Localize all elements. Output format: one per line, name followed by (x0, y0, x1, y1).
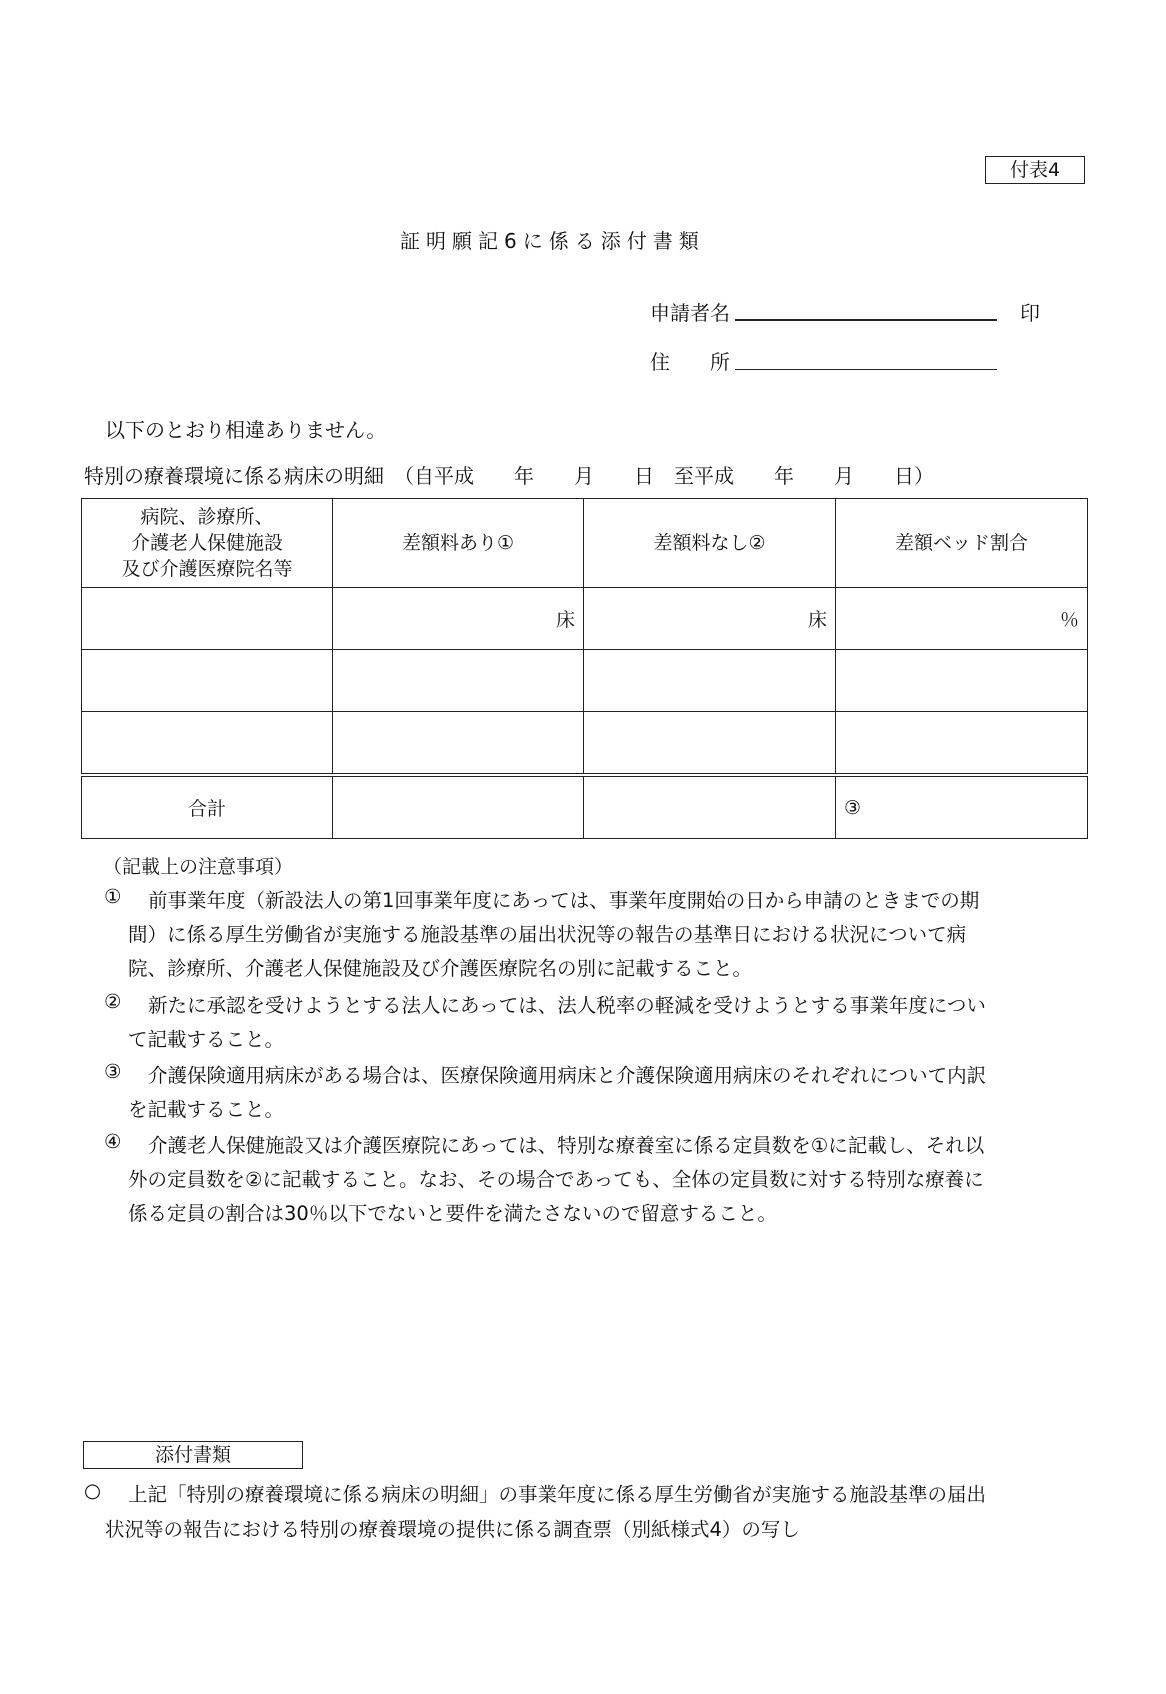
cell-facility-1[interactable] (82, 588, 333, 650)
table-total-row (82, 775, 1088, 839)
applicant-name-label: 申請者名 (650, 301, 730, 325)
address-label: 住 所 (650, 350, 730, 374)
note-1-number: ① (104, 885, 122, 908)
note-1-line-3: 院、診療所、介護老人保健施設及び介護医療院名の別に記載すること。 (128, 957, 753, 980)
cell-ratio-2[interactable] (836, 650, 1088, 712)
note-1-line-1: 前事業年度（新設法人の第1回事業年度にあっては、事業年度開始の日から申請のときまでの期 (148, 889, 980, 912)
cell-with-fee-1[interactable] (333, 588, 584, 650)
header-facility-line2: 介護老人保健施設 (130, 532, 283, 554)
table-row (82, 712, 1088, 776)
cell-ratio-3[interactable] (836, 712, 1088, 776)
note-2-line-1: 新たに承認を受けようとする法人にあっては、法人税率の軽減を受けようとする事業年度につい (148, 994, 986, 1017)
header-facility-line3: 及び介護医療院名等 (121, 558, 293, 580)
header-facility-name (82, 499, 333, 588)
notes-heading: （記載上の注意事項） (103, 856, 294, 878)
unit-bed-label: 床 (807, 609, 827, 631)
note-3-number: ③ (104, 1060, 122, 1083)
seal-label: 印 (1020, 301, 1040, 325)
table-title: 特別の療養環境に係る病床の明細 （自平成 年 月 日 至平成 年 月 日） (84, 464, 934, 488)
table-row (82, 650, 1088, 712)
cell-without-fee-2[interactable] (584, 650, 836, 712)
total-label: 合計 (82, 775, 333, 839)
note-3-line-1: 介護保険適用病床がある場合は、医療保険適用病床と介護保険適用病床のそれぞれについて内訳 (148, 1064, 987, 1087)
attachment-line-2: 状況等の報告における特別の療養環境の提供に係る調査票（別紙様式4）の写し (105, 1518, 800, 1541)
note-1-line-2: 間）に係る厚生労働省が実施する施設基準の届出状況等の報告の基準日における状況について病 (128, 923, 967, 946)
cell-facility-2[interactable] (82, 650, 333, 712)
cell-total-with-fee[interactable] (333, 775, 584, 839)
cell-total-without-fee[interactable] (584, 775, 836, 839)
unit-bed-label: 床 (555, 609, 575, 631)
cell-total-ratio[interactable] (836, 775, 1088, 839)
header-bed-ratio: 差額ベッド割合 (836, 499, 1088, 588)
unit-percent-label: ％ (1059, 609, 1079, 631)
note-2-number: ② (104, 990, 122, 1013)
note-4-number: ④ (104, 1130, 122, 1153)
bed-detail-table (81, 498, 1088, 839)
cell-facility-3[interactable] (82, 712, 333, 776)
address-field[interactable] (735, 369, 997, 370)
note-3-line-2: を記載すること。 (128, 1098, 285, 1121)
header-with-fee: 差額料あり① (333, 499, 584, 588)
header-without-fee: 差額料なし② (584, 499, 836, 588)
header-facility-line1: 病院、診療所、 (140, 506, 274, 528)
table-header-row (82, 499, 1088, 588)
note-2-line-2: て記載すること。 (128, 1028, 285, 1051)
cell-with-fee-2[interactable] (333, 650, 584, 712)
note-4-line-1: 介護老人保健施設又は介護医療院にあっては、特別な療養室に係る定員数を①に記載し、それ以 (148, 1134, 985, 1157)
form-number-tag: 付表4 (985, 156, 1085, 184)
page-title: 証明願記6に係る添付書類 (400, 229, 705, 253)
note-4-line-2: 外の定員数を②に記載すること。なお、その場合であっても、全体の定員数に対する特別な療養に (128, 1168, 984, 1191)
attachment-bullet: ○ (84, 1479, 102, 1502)
total-mark: ③ (844, 796, 862, 819)
cell-with-fee-3[interactable] (333, 712, 584, 776)
applicant-name-field[interactable] (735, 319, 997, 321)
note-4-line-3: 係る定員の割合は30％以下でないと要件を満たさないので留意すること。 (128, 1202, 777, 1225)
table-row (82, 588, 1088, 650)
attachment-label-box: 添付書類 (83, 1441, 303, 1469)
cell-without-fee-3[interactable] (584, 712, 836, 776)
cell-without-fee-1[interactable] (584, 588, 836, 650)
cell-ratio-1[interactable] (836, 588, 1088, 650)
attachment-line-1: 上記「特別の療養環境に係る病床の明細」の事業年度に係る厚生労働省が実施する施設基準の届出 (128, 1483, 987, 1506)
declaration-text: 以下のとおり相違ありません。 (105, 418, 387, 442)
